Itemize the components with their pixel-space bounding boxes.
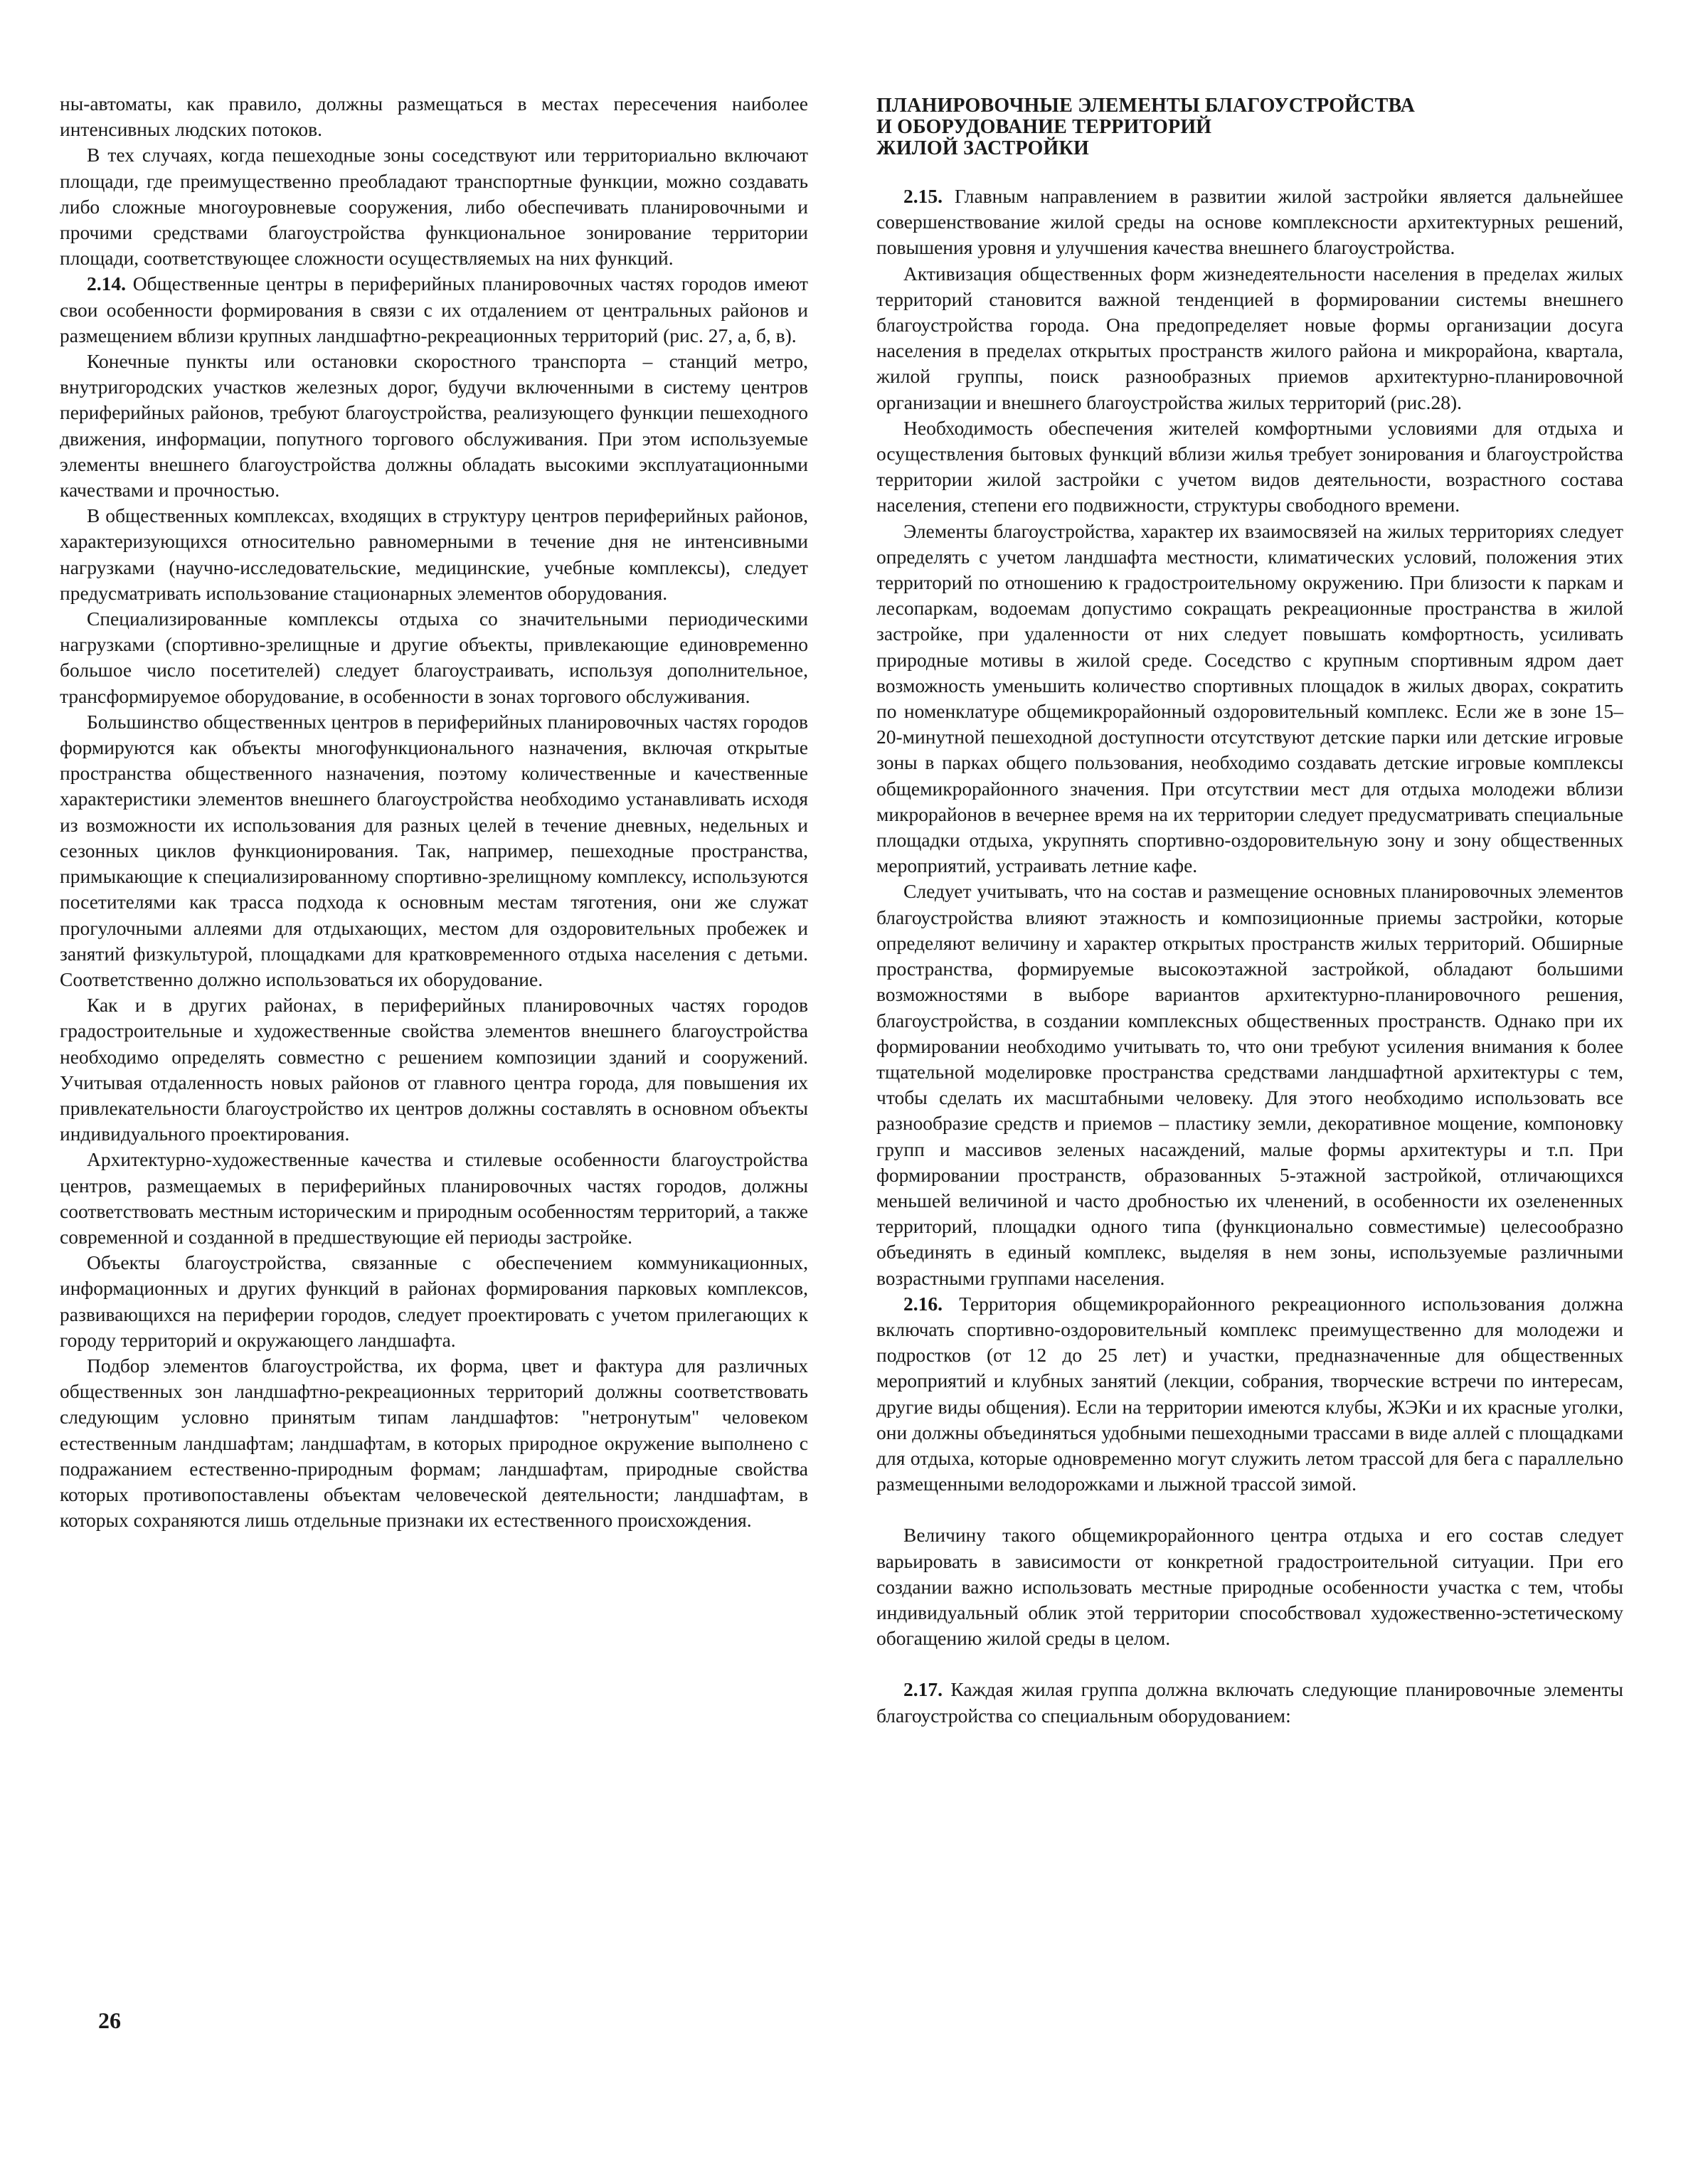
heading-line: ПЛАНИРОВОЧНЫЕ ЭЛЕМЕНТЫ БЛАГОУСТРОЙСТВА: [876, 95, 1416, 117]
paragraph: ны-автоматы, как правило, должны размещаться в местах пересечения наиболее интенсивных людских потоков.: [60, 92, 808, 141]
paragraph: [876, 1677, 1623, 1728]
paragraph: Величину такого общемикрорайонного центра отдыха и его состав следует варьировать в зависимости от конкретной градостроительной ситуации. При его создании важно использовать местные природные особенности участка с тем, чтобы индивидуальный облик этой территории способствовал художественно-эстетическому обогащению жилой среды в целом.: [876, 1524, 1623, 1650]
paragraph: Необходимость обеспечения жителей комфортными условиями для отдыха и осуществления бытовых функций вблизи жилья требует зонирования и благоустройства территории жилой застройки с учетом видов деятельности, возрастного состава населения, степени его подвижности, структуры свободного времени.: [876, 416, 1623, 516]
paragraph: Следует учитывать, что на состав и размещение основных планировочных элементов благоустройства влияют этажность и композиционные приемы застройки, которые определяют величину и характер открытых пространств жилых территорий. Обширные пространства, формируемые высокоэтажной застройкой, обладают большими возможностями в выборе вариантов архитектурно-планировочного решения, благоустройства, в создании комплексных общественных пространств. Однако при их формировании необходимо учитывать то, что они требуют усиления внимания к более тщательной моделировке пространства средствами ландшафтной архитектуры с тем, чтобы сделать их масштабными человеку. Для этого необходимо использовать все разнообразие средств и приемов – пластику земли, декоративное мощение, компоновку групп и массивов зеленых насаждений, малые формы архитектуры и т.п. При формировании пространств, образованных 5-этажной застройкой, отличающихся меньшей величиной и часто дробностью их членений, в особенности их озелененных территорий, площадки одного типа (функционально совместимые) целесообразно объединять в единый комплекс, выделяя в нем зоны, используемые различными возрастными группами населения.: [876, 880, 1623, 1289]
heading-line: ЖИЛОЙ ЗАСТРОЙКИ: [876, 137, 1089, 159]
right-column: [876, 95, 1623, 1729]
section-number: 2.15.: [903, 185, 943, 207]
heading-line: И ОБОРУДОВАНИЕ ТЕРРИТОРИЙ: [876, 116, 1212, 138]
paragraph: [876, 184, 1623, 261]
section-heading: [876, 95, 1623, 159]
paragraph: В тех случаях, когда пешеходные зоны соседствуют или территориально включают площади, где преимущественно преобладают транспортные функции, можно создавать либо сложные многоуровневые сооружения, либо обеспечивать планировочными и прочими средствами благоустройства функциональное зонирование территории площади, соответствующее сложности осуществляемых на них функций.: [60, 144, 808, 270]
paragraph-text: Территория общемикрорайонного рекреационного использования должна включать спортивно-оздоровительный комплекс преимущественно для молодежи и подростков (от 12 до 25 лет) и участки, предназначенные для общественных мероприятий и клубных занятий (лекции, собрания, творческие встречи по интересам, другие виды общения). Если на территории имеются клубы, ЖЭКи и их красные уголки, они должны объединяться удобными пешеходными трассами в виде аллей с площадками для отдыха, которые одновременно могут служить летом трассой для бега с параллельно размещенными велодорожками и лыжной трассой зимой.: [876, 1292, 1624, 1495]
section-number: 2.14.: [87, 272, 126, 295]
paragraph: Объекты благоустройства, связанные с обеспечением коммуникационных, информационных и других функций в районах формирования парковых комплексов, развивающихся на периферии городов, следует проектировать с учетом прилегающих к городу территорий и окружающего ландшафта.: [60, 1251, 808, 1351]
section-number: 2.16.: [903, 1292, 943, 1315]
paragraph: [60, 271, 808, 349]
paragraph: [876, 1291, 1623, 1497]
paragraph: Специализированные комплексы отдыха со значительными периодическими нагрузками (спортивно-зрелищные и другие объекты, привлекающие единовременно большое число посетителей) следует благоустраивать, используя дополнительное, трансформируемое оборудование, в особенности в зонах торгового обслуживания.: [60, 608, 808, 707]
paragraph-text: Каждая жилая группа должна включать следующие планировочные элементы благоустройства со специальным оборудованием:: [876, 1678, 1624, 1727]
paragraph: Конечные пункты или остановки скоростного транспорта – станций метро, внутригородских участков железных дорог, будучи включенными в систему центров периферийных районов, требуют благоустройства, реализующего функции пешеходного движения, информации, попутного торгового обслуживания. При этом используемые элементы внешнего благоустройства должны обладать высокими эксплуатационными качествами и прочностью.: [60, 350, 808, 502]
section-number: 2.17.: [903, 1678, 943, 1701]
paragraph: Элементы благоустройства, характер их взаимосвязей на жилых территориях следует определять с учетом ландшафта местности, климатических условий, положения этих территорий по отношению к градостроительному окружению. При близости к паркам и лесопаркам, водоемам допустимо сокращать рекреационные пространства в жилой застройке, при удаленности от них следует повышать комфортность, усиливать природные мотивы в жилой среде. Соседство с крупным спортивным ядром дает возможность уменьшить количество спортивных площадок в жилых дворах, сократить по номенклатуре общемикрорайонный оздоровительный комплекс. Если же в зоне 15–20-минутной пешеходной доступности отсутствуют детские парки или детские игровые зоны в парках общего пользования, необходимо создавать детские игровые комплексы общемикрорайонного значения. При отсутствии мест для отдыха молодежи вблизи микрорайонов в вечернее время на их территории следует предусматривать специальные площадки отдыха, укрупнять спортивно-оздоровительную зону и зону общественных мероприятий, устраивать летние кафе.: [876, 519, 1623, 877]
paragraph: Большинство общественных центров в периферийных планировочных частях городов формируются как объекты многофункционального назначения, включая открытые пространства общественного назначения, поэтому количественные и качественные характеристики элементов внешнего благоустройства необходимо устанавливать исходя из возможности их использования для разных целей в течение дневных, недельных и сезонных циклов функционирования. Так, например, пешеходные пространства, примыкающие к специализированному спортивно-зрелищному комплексу, используются посетителями как трасса подхода к основным местам тяготения, они же служат прогулочными аллеями для отдыхающих, местом для оздоровительных пробежек и занятий физкультурой, площадками для кратковременного отдыха населения с детьми. Соответственно должно использоваться их оборудование.: [60, 710, 808, 990]
paragraph-text: Общественные центры в периферийных планировочных частях городов имеют свои особенности формирования в связи с их отдалением от центральных районов и размещением вблизи крупных ландшафтно-рекреационных территорий (рис. 27, а, б, в).: [60, 272, 809, 346]
paragraph-text: Главным направлением в развитии жилой застройки является дальнейшее совершенствование жилой среды на основе комплексности архитектурных решений, повышения уровня и улучшения качества внешнего благоустройства.: [876, 185, 1623, 259]
paragraph: Подбор элементов благоустройства, их форма, цвет и фактура для различных общественных зон ландшафтно-рекреационных территорий должны соответствовать следующим условно принятым типам ландшафтов: "нетронутым" человеком естественным ландшафтам; ландшафтам, в которых природное окружение выполнено с подражанием естественно-природным формам; ландшафтам, природные свойства которых противопоставлены объектам человеческой деятельности; ландшафтам, в которых сохраняются лишь отдельные признаки их естественного происхождения.: [60, 1354, 808, 1532]
page-number: 26: [98, 2008, 121, 2033]
left-column: [60, 91, 808, 1533]
paragraph: В общественных комплексах, входящих в структуру центров периферийных районов, характеризующихся относительно равномерными в течение дня не интенсивными нагрузками (научно-исследовательские, медицинские, учебные комплексы), следует предусматривать использование стационарных элементов оборудования.: [60, 504, 808, 604]
paragraph: Активизация общественных форм жизнедеятельности населения в пределах жилых территорий становится важной тенденцией в формировании системы внешнего благоустройства города. Она предопределяет новые формы организации досуга населения в пределах открытых пространств жилого района и микрорайона, квартала, жилой группы, поиск разнообразных приемов архитектурно-планировочной организации и внешнего благоустройства жилых территорий (рис.28).: [876, 262, 1623, 413]
paragraph: Архитектурно-художественные качества и стилевые особенности благоустройства центров, размещаемых в периферийных планировочных частях городов, должны соответствовать местным историческим и природным особенностям территорий, а также современной и созданной в предшествующие ей периоды застройке.: [60, 1148, 808, 1248]
paragraph: Как и в других районах, в периферийных планировочных частях городов градостроительные и художественные свойства элементов внешнего благоустройства необходимо определять совместно с решением композиции зданий и сооружений. Учитывая отдаленность новых районов от главного центра города, для повышения их привлекательности благоустройство их центров должны составлять в основном объекты индивидуального проектирования.: [60, 994, 808, 1145]
